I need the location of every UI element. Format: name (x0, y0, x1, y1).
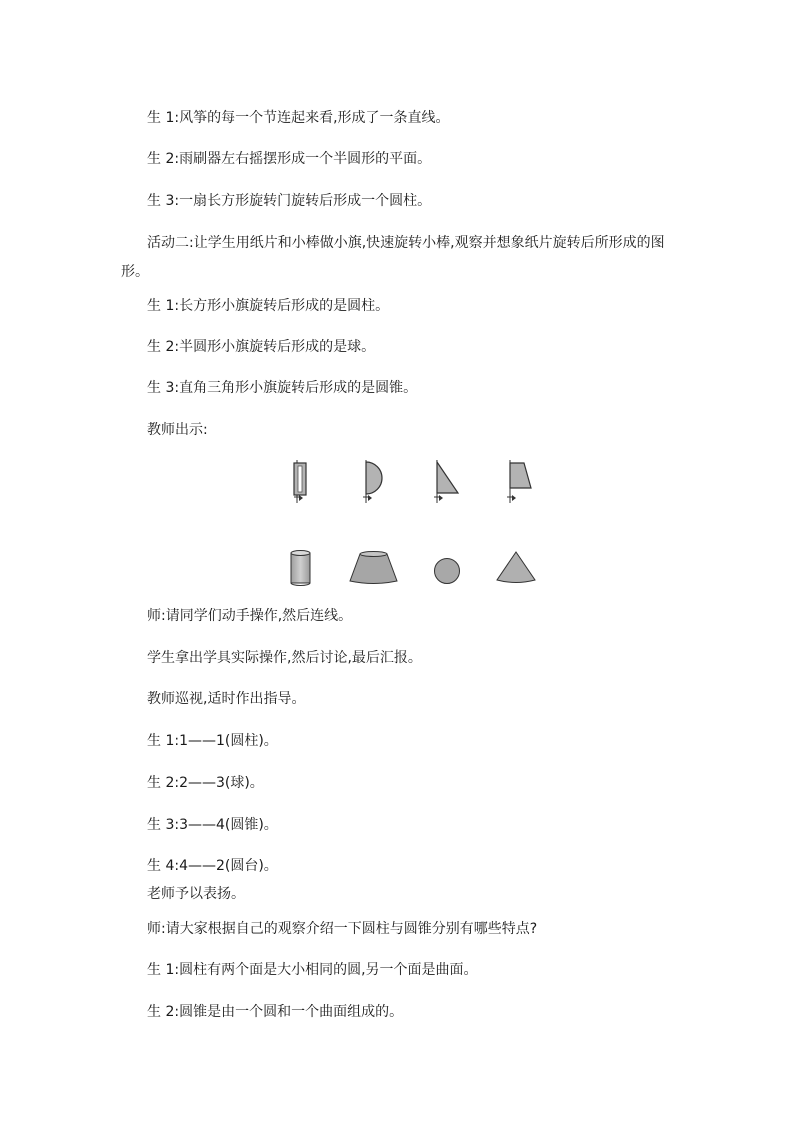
text-line-16: 老师予以表扬。 (147, 886, 245, 902)
text-line-3: 生 3:一扇长方形旋转门旋转后形成一个圆柱。 (147, 193, 432, 209)
text-line-5: 生 1:长方形小旗旋转后形成的是圆柱。 (147, 298, 390, 314)
flags-figure (270, 455, 560, 515)
cone-icon (497, 552, 535, 583)
right-triangle-flag-icon (434, 460, 458, 503)
text-line-14: 生 3:3——4(圆锥)。 (147, 817, 278, 833)
trapezoid-flag-icon (507, 460, 531, 503)
text-line-18: 生 1:圆柱有两个面是大小相同的圆,另一个面是曲面。 (147, 962, 478, 978)
text-line-12: 生 1:1——1(圆柱)。 (147, 733, 278, 749)
cylinder-icon (291, 551, 310, 586)
text-line-4: 活动二:让学生用纸片和小棒做小旗,快速旋转小棒,观察并想象纸片旋转后所形成的图 (147, 235, 665, 251)
text-line-1: 生 1:风筝的每一个节连起来看,形成了一条直线。 (147, 110, 450, 126)
text-line-2: 生 2:雨刷器左右摇摆形成一个半圆形的平面。 (147, 151, 432, 167)
frustum-icon (350, 552, 397, 584)
solids-figure (280, 545, 550, 593)
semicircle-flag-icon (363, 460, 382, 503)
sphere-icon (435, 559, 460, 584)
text-line-11: 教师巡视,适时作出指导。 (147, 691, 306, 707)
text-line-17: 师:请大家根据自己的观察介绍一下圆柱与圆锥分别有哪些特点? (147, 921, 538, 937)
text-line-13: 生 2:2——3(球)。 (147, 775, 264, 791)
text-line-15: 生 4:4——2(圆台)。 (147, 858, 278, 874)
text-line-7: 生 3:直角三角形小旗旋转后形成的是圆锥。 (147, 380, 418, 396)
text-line-4-wrap: 形。 (121, 264, 149, 280)
text-line-8: 教师出示: (147, 422, 208, 438)
text-line-10: 学生拿出学具实际操作,然后讨论,最后汇报。 (147, 650, 422, 666)
rectangle-flag-icon (294, 460, 306, 503)
text-line-6: 生 2:半圆形小旗旋转后形成的是球。 (147, 339, 376, 355)
text-line-19: 生 2:圆锥是由一个圆和一个曲面组成的。 (147, 1004, 404, 1020)
text-line-9: 师:请同学们动手操作,然后连线。 (147, 608, 353, 624)
